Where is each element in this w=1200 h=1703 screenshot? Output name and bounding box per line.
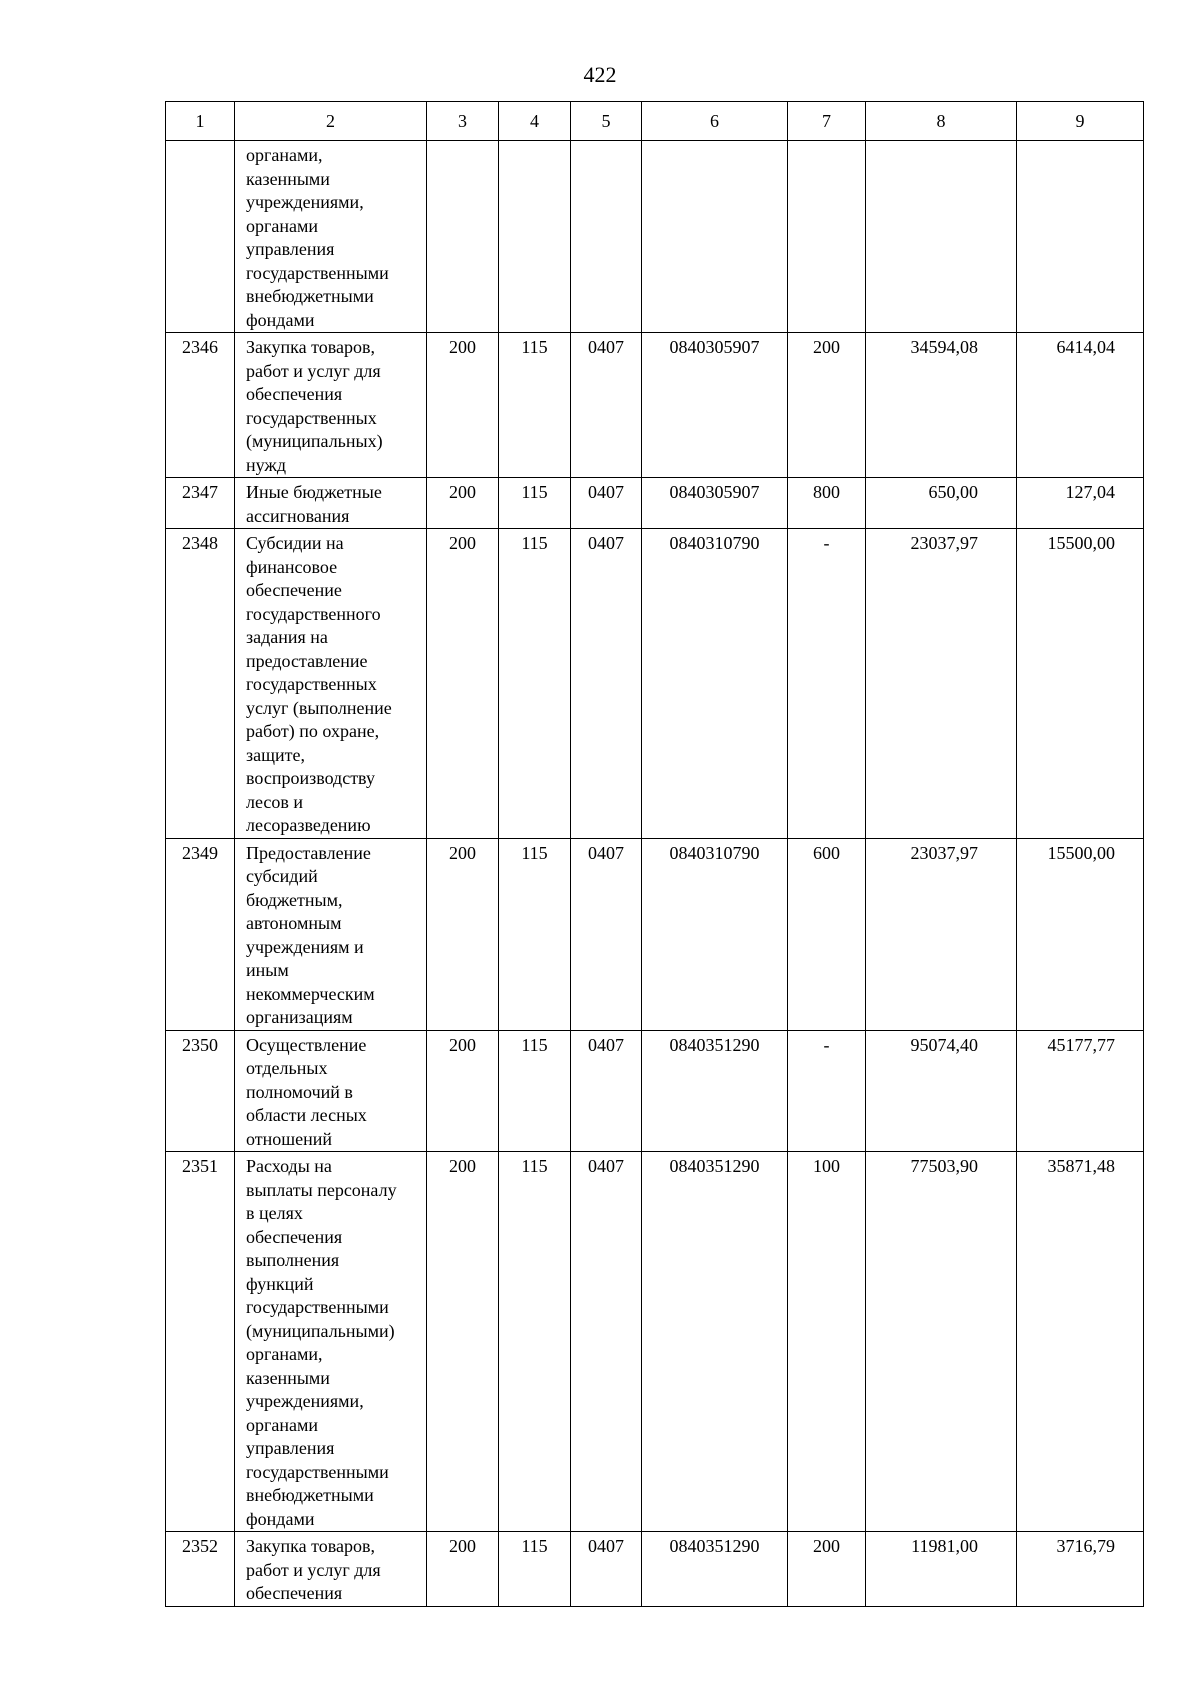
row-name-line: функций xyxy=(246,1273,314,1294)
cell-col-6: 0840351290 xyxy=(642,1152,788,1532)
row-name-line: органами xyxy=(246,215,319,236)
cell-col-8: 34594,08 xyxy=(866,333,1017,478)
cell-col-3: 200 xyxy=(427,333,499,478)
row-name-line: (муниципальных) xyxy=(246,431,383,451)
column-header-1: 1 xyxy=(166,102,235,141)
cell-col-6: 0840351290 xyxy=(642,1030,788,1152)
cell-col-5 xyxy=(571,141,642,333)
column-header-5: 5 xyxy=(571,102,642,141)
cell-col-9: 15500,00 xyxy=(1017,838,1144,1030)
column-header-7: 7 xyxy=(788,102,866,141)
row-name-line: услуг (выполнение xyxy=(246,697,392,718)
cell-col-9: 45177,77 xyxy=(1017,1030,1144,1152)
row-name-line: некоммерческим xyxy=(246,983,375,1004)
row-name-line: организациям xyxy=(246,1007,353,1027)
cell-col-5: 0407 xyxy=(571,333,642,478)
cell-col-3: 200 xyxy=(427,1030,499,1152)
cell-col-7: 800 xyxy=(788,478,866,529)
row-name-line: воспроизводству xyxy=(246,768,375,788)
row-name xyxy=(235,333,427,478)
row-name-line: нужд xyxy=(246,454,286,475)
row-number: 2352 xyxy=(166,1532,235,1607)
row-name-line: работ и услуг для xyxy=(246,360,381,381)
row-number: 2351 xyxy=(166,1152,235,1532)
table-row xyxy=(166,1030,1144,1152)
row-name-line: обеспечения xyxy=(246,1583,343,1603)
row-name-line: ассигнования xyxy=(246,505,350,526)
row-number: 2348 xyxy=(166,529,235,839)
budget-table xyxy=(165,101,1144,1607)
row-name-line: внебюджетными xyxy=(246,1485,374,1505)
cell-col-6 xyxy=(642,141,788,333)
row-name-line: работ и услуг для xyxy=(246,1559,381,1580)
row-name-line: защите, xyxy=(246,744,305,765)
row-name-line: работ) по охране, xyxy=(246,721,380,741)
cell-col-4: 115 xyxy=(499,1532,571,1607)
row-name-line: (муниципальными) xyxy=(246,1320,395,1341)
row-name-line: Предоставление xyxy=(246,842,371,863)
cell-col-6: 0840351290 xyxy=(642,1532,788,1607)
row-name-line: иным xyxy=(246,960,289,980)
row-name-line: учреждениями, xyxy=(246,1391,364,1411)
table-row xyxy=(166,1532,1144,1607)
row-name xyxy=(235,478,427,529)
row-name xyxy=(235,529,427,839)
page-number: 422 xyxy=(583,62,617,87)
row-name-line: обеспечение xyxy=(246,580,342,600)
column-header-6: 6 xyxy=(642,102,788,141)
cell-col-9 xyxy=(1017,141,1144,333)
row-name-line: полномочий в xyxy=(246,1081,353,1102)
row-name-line: казенными xyxy=(246,168,330,189)
column-header-8: 8 xyxy=(866,102,1017,141)
cell-col-8: 650,00 xyxy=(866,478,1017,529)
row-name-line: Расходы на xyxy=(246,1156,332,1176)
row-name xyxy=(235,1152,427,1532)
row-name-line: лесов и xyxy=(246,791,304,812)
row-name-line: Субсидии на xyxy=(246,533,344,553)
row-name-line: задания на xyxy=(246,627,328,647)
cell-col-8: 11981,00 xyxy=(866,1532,1017,1607)
column-header-4: 4 xyxy=(499,102,571,141)
table-row xyxy=(166,529,1144,839)
cell-col-9: 6414,04 xyxy=(1017,333,1144,478)
cell-col-3: 200 xyxy=(427,1532,499,1607)
table-header xyxy=(166,102,1144,141)
row-name-line: учреждениями, xyxy=(246,192,364,212)
cell-col-4 xyxy=(499,141,571,333)
cell-col-5: 0407 xyxy=(571,1030,642,1152)
table-row xyxy=(166,141,1144,333)
cell-col-8: 23037,97 xyxy=(866,838,1017,1030)
cell-col-7: 600 xyxy=(788,838,866,1030)
row-name-line: обеспечения xyxy=(246,384,343,404)
cell-col-3: 200 xyxy=(427,529,499,839)
row-number: 2349 xyxy=(166,838,235,1030)
cell-col-9: 3716,79 xyxy=(1017,1532,1144,1607)
cell-col-4: 115 xyxy=(499,1030,571,1152)
row-name-line: государственных xyxy=(246,674,377,694)
cell-col-7 xyxy=(788,141,866,333)
row-name-line: Осуществление xyxy=(246,1034,367,1055)
cell-col-9: 15500,00 xyxy=(1017,529,1144,839)
row-name-line: выплаты персоналу xyxy=(246,1179,397,1200)
cell-col-4: 115 xyxy=(499,478,571,529)
row-name-line: бюджетным, xyxy=(246,889,343,910)
cell-col-7: 200 xyxy=(788,1532,866,1607)
row-name-line: автономным xyxy=(246,913,342,933)
row-name-line: предоставление xyxy=(246,650,368,671)
cell-col-3: 200 xyxy=(427,478,499,529)
row-name-line: отдельных xyxy=(246,1058,328,1078)
row-name-line: казенными xyxy=(246,1367,330,1388)
cell-col-7: 200 xyxy=(788,333,866,478)
table-body xyxy=(166,141,1144,1607)
row-name-line: в целях xyxy=(246,1203,303,1223)
row-name-line: внебюджетными xyxy=(246,286,374,306)
row-name-line: государственными xyxy=(246,1461,389,1482)
table-row xyxy=(166,1152,1144,1532)
cell-col-3 xyxy=(427,141,499,333)
row-name-line: фондами xyxy=(246,309,315,330)
cell-col-5: 0407 xyxy=(571,1152,642,1532)
cell-col-4: 115 xyxy=(499,333,571,478)
cell-col-9: 127,04 xyxy=(1017,478,1144,529)
cell-col-8: 77503,90 xyxy=(866,1152,1017,1532)
table-row xyxy=(166,838,1144,1030)
row-name-line: органами xyxy=(246,1414,319,1435)
cell-col-8: 95074,40 xyxy=(866,1030,1017,1152)
cell-col-7: - xyxy=(788,1030,866,1152)
column-header-3: 3 xyxy=(427,102,499,141)
cell-col-4: 115 xyxy=(499,1152,571,1532)
row-name xyxy=(235,1532,427,1607)
row-name-line: Иные бюджетные xyxy=(246,482,382,502)
cell-col-4: 115 xyxy=(499,529,571,839)
cell-col-6: 0840310790 xyxy=(642,838,788,1030)
cell-col-8 xyxy=(866,141,1017,333)
row-name-line: органами, xyxy=(246,1344,323,1364)
cell-col-3: 200 xyxy=(427,838,499,1030)
row-name-line: обеспечения xyxy=(246,1226,343,1247)
row-name-line: органами, xyxy=(246,145,323,165)
row-number: 2350 xyxy=(166,1030,235,1152)
row-name xyxy=(235,141,427,333)
row-name-line: государственного xyxy=(246,603,381,624)
table-row xyxy=(166,333,1144,478)
cell-col-5: 0407 xyxy=(571,529,642,839)
row-name-line: государственных xyxy=(246,407,377,428)
row-name-line: учреждениям и xyxy=(246,936,364,957)
row-name-line: управления xyxy=(246,239,335,259)
row-name-line: выполнения xyxy=(246,1250,340,1270)
row-name-line: фондами xyxy=(246,1508,315,1529)
row-name-line: государственными xyxy=(246,1297,389,1317)
cell-col-6: 0840305907 xyxy=(642,333,788,478)
row-name-line: области лесных xyxy=(246,1105,367,1125)
column-header-2: 2 xyxy=(235,102,427,141)
cell-col-6: 0840310790 xyxy=(642,529,788,839)
row-name-line: Закупка товаров, xyxy=(246,1536,375,1556)
cell-col-8: 23037,97 xyxy=(866,529,1017,839)
row-name xyxy=(235,1030,427,1152)
row-name xyxy=(235,838,427,1030)
cell-col-7: 100 xyxy=(788,1152,866,1532)
cell-col-5: 0407 xyxy=(571,838,642,1030)
header-row xyxy=(166,102,1144,141)
row-name-line: финансовое xyxy=(246,556,338,577)
cell-col-5: 0407 xyxy=(571,478,642,529)
column-header-9: 9 xyxy=(1017,102,1144,141)
cell-col-6: 0840305907 xyxy=(642,478,788,529)
row-number: 2346 xyxy=(166,333,235,478)
row-number xyxy=(166,141,235,333)
row-name-line: субсидий xyxy=(246,866,318,886)
row-name-line: отношений xyxy=(246,1128,333,1149)
row-name-line: лесоразведению xyxy=(246,815,371,835)
row-number: 2347 xyxy=(166,478,235,529)
row-name-line: Закупка товаров, xyxy=(246,337,375,357)
table-row xyxy=(166,478,1144,529)
cell-col-7: - xyxy=(788,529,866,839)
cell-col-9: 35871,48 xyxy=(1017,1152,1144,1532)
cell-col-4: 115 xyxy=(499,838,571,1030)
cell-col-3: 200 xyxy=(427,1152,499,1532)
row-name-line: государственными xyxy=(246,262,389,283)
row-name-line: управления xyxy=(246,1438,335,1458)
cell-col-5: 0407 xyxy=(571,1532,642,1607)
